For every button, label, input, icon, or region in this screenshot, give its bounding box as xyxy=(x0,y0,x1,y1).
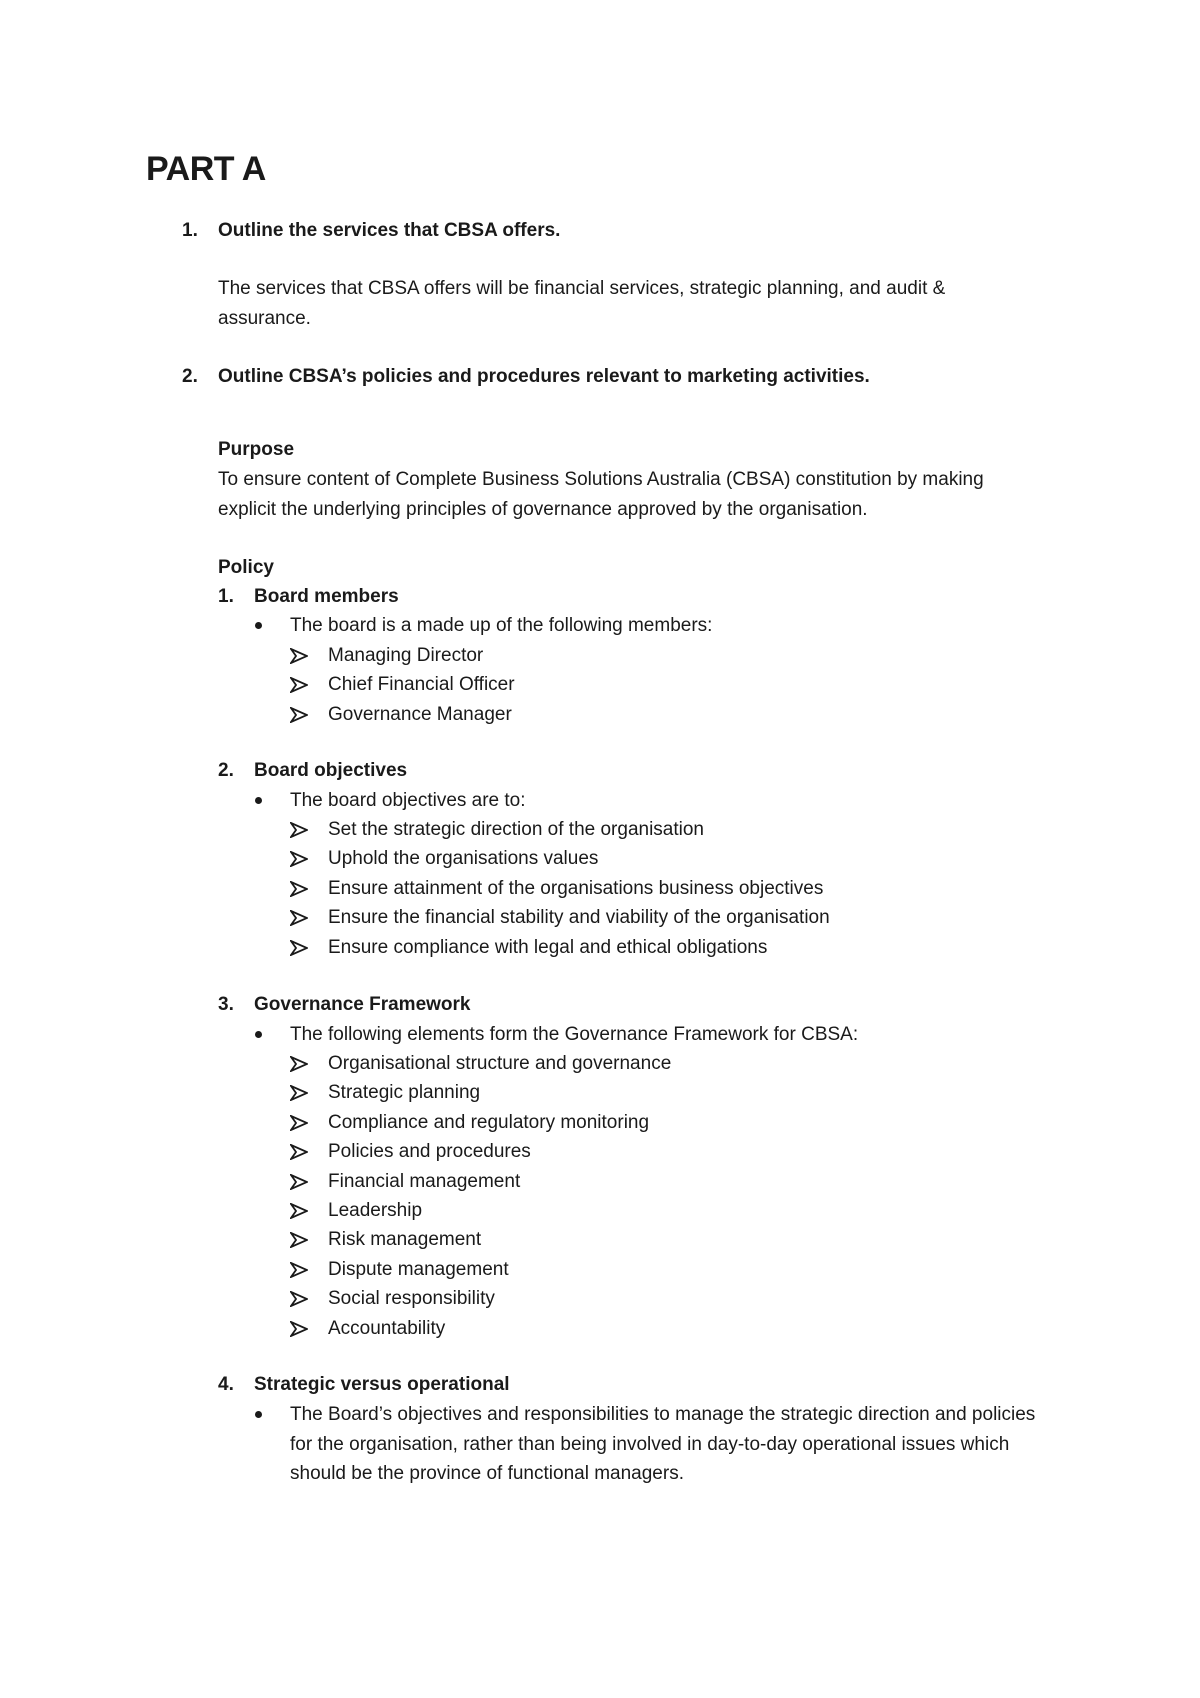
arrowhead-bullet-icon xyxy=(290,648,308,664)
arrowhead-bullet-icon xyxy=(290,851,308,867)
bullet-text: The board is a made up of the following members: xyxy=(290,615,713,636)
list-item-text: Strategic planning xyxy=(328,1082,481,1104)
list-item-text: Organisational structure and governance xyxy=(328,1053,672,1074)
list-item xyxy=(290,1225,671,1254)
list-item xyxy=(290,641,515,670)
arrowhead-bullet-icon xyxy=(290,822,308,838)
list-item xyxy=(290,1314,671,1343)
list-item-text: Managing Director xyxy=(328,645,484,666)
list-item xyxy=(290,1284,671,1313)
list-item xyxy=(290,1137,671,1166)
list-item xyxy=(290,670,515,699)
list-item xyxy=(290,844,830,873)
question-1 xyxy=(182,218,560,244)
bullet-text: The board objectives are to: xyxy=(290,790,526,811)
arrowhead-bullet-icon xyxy=(290,1291,308,1307)
policy-item-1-bullet xyxy=(252,611,1052,641)
arrowhead-bullet-icon xyxy=(290,1144,308,1160)
arrowhead-bullet-icon xyxy=(290,1232,308,1248)
policy-item-4-bullet xyxy=(252,1400,1052,1489)
list-item-text: Ensure the financial stability and viability of the organisation xyxy=(328,907,830,929)
policy-item-number: 4. xyxy=(218,1374,234,1395)
arrowhead-bullet-icon xyxy=(290,1056,308,1072)
list-item xyxy=(290,933,830,962)
list-item xyxy=(290,815,830,844)
policy-item-title: Board objectives xyxy=(254,760,408,781)
arrowhead-bullet-icon xyxy=(290,677,308,693)
bullet-text: The Board’s objectives and responsibilities to manage the strategic direction and policies for the organisation, rather than being involved in day-to-day operational issues which should be the province of functional managers. xyxy=(290,1404,1036,1484)
purpose-text: To ensure content of Complete Business Solutions Australia (CBSA) constitution by making explicit the underlying principles of governance approved by the organisation. xyxy=(218,469,984,520)
list-item-text: Ensure attainment of the organisations business objectives xyxy=(328,877,824,899)
policy-item-3-heading xyxy=(218,992,470,1018)
list-item xyxy=(290,874,830,903)
governance-framework-list xyxy=(290,1049,671,1343)
list-item xyxy=(290,1255,671,1284)
list-item-text: Ensure compliance with legal and ethical obligations xyxy=(328,936,768,958)
policy-item-number: 1. xyxy=(218,586,234,607)
list-item xyxy=(290,1049,671,1078)
list-item-text: Chief Financial Officer xyxy=(328,674,515,696)
list-item-text: Risk management xyxy=(328,1229,482,1251)
list-item-text: Governance Manager xyxy=(328,703,512,725)
policy-item-1-heading xyxy=(218,584,399,610)
list-item xyxy=(290,1167,671,1196)
arrowhead-bullet-icon xyxy=(290,1262,308,1278)
list-item xyxy=(290,1078,671,1107)
list-item xyxy=(290,1196,671,1225)
list-item-text: Compliance and regulatory monitoring xyxy=(328,1111,650,1133)
arrowhead-bullet-icon xyxy=(290,1115,308,1131)
arrowhead-bullet-icon xyxy=(290,1174,308,1190)
policy-item-3-bullet xyxy=(252,1020,1052,1050)
policy-item-title: Board members xyxy=(254,586,399,607)
question-1-number: 1. xyxy=(182,220,198,241)
list-item-text: Financial management xyxy=(328,1170,521,1192)
list-item-text: Policies and procedures xyxy=(328,1141,531,1163)
policy-item-title: Governance Framework xyxy=(254,994,471,1015)
list-item xyxy=(290,1108,671,1137)
policy-item-2-bullet xyxy=(252,786,1052,816)
question-2-number: 2. xyxy=(182,366,198,387)
arrowhead-bullet-icon xyxy=(290,940,308,956)
question-1-answer: The services that CBSA offers will be financial services, strategic planning, and audit & assurance. xyxy=(218,278,946,329)
question-2-text: Outline CBSA’s policies and procedures relevant to marketing activities. xyxy=(218,366,870,387)
arrowhead-bullet-icon xyxy=(290,881,308,897)
board-members-list xyxy=(290,641,515,729)
arrowhead-bullet-icon xyxy=(290,707,308,723)
list-item-text: Social responsibility xyxy=(328,1288,495,1310)
list-item-text: Uphold the organisations values xyxy=(328,848,599,870)
board-objectives-list xyxy=(290,815,830,962)
policy-item-2-heading xyxy=(218,758,407,784)
arrowhead-bullet-icon xyxy=(290,1203,308,1219)
arrowhead-bullet-icon xyxy=(290,910,308,926)
policy-item-number: 2. xyxy=(218,760,234,781)
question-2 xyxy=(182,364,870,390)
policy-item-4-heading xyxy=(218,1372,510,1398)
arrowhead-bullet-icon xyxy=(290,1321,308,1337)
purpose-heading: Purpose xyxy=(218,439,295,460)
bullet-text: The following elements form the Governance Framework for CBSA: xyxy=(290,1024,859,1045)
policy-item-number: 3. xyxy=(218,994,234,1015)
list-item-text: Dispute management xyxy=(328,1258,509,1280)
list-item-text: Leadership xyxy=(328,1200,423,1222)
list-item xyxy=(290,903,830,932)
list-item xyxy=(290,700,515,729)
list-item-text: Accountability xyxy=(328,1317,446,1339)
policy-heading: Policy xyxy=(218,557,274,578)
page-title: PART A xyxy=(146,150,266,188)
policy-item-title: Strategic versus operational xyxy=(254,1374,510,1395)
list-item-text: Set the strategic direction of the organisation xyxy=(328,819,705,840)
arrowhead-bullet-icon xyxy=(290,1085,308,1101)
question-1-text: Outline the services that CBSA offers. xyxy=(218,220,561,241)
